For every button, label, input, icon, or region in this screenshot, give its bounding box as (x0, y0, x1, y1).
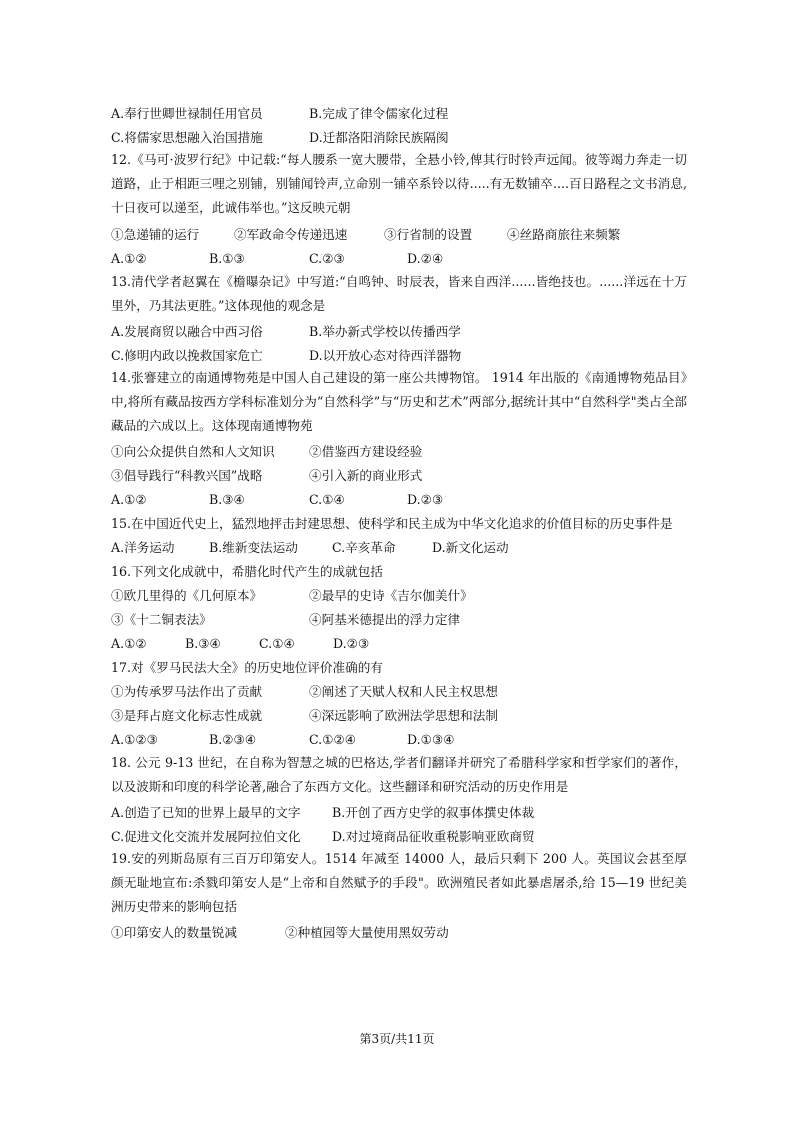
q13-option-a: A.发展商贸以融合中西习俗 (111, 324, 263, 339)
q13-option-c: C.修明内政以挽救国家危亡 (111, 348, 263, 363)
q12-item-3: ③行省制的设置 (384, 227, 473, 242)
q18-option-a: A.创造了已知的世界上最早的文字 (111, 805, 301, 820)
q12-item-1: ①急递铺的运行 (111, 227, 200, 242)
q15-options-row (111, 539, 711, 556)
q13-stem: 13.清代学者赵翼在《檐曝杂记》中写道:“自鸣钟、时辰表，皆来自西洋......皆绝技也。......洋远在十万里外，乃其法更胜。”这体现他的观念是 (111, 274, 687, 313)
q17-items-row-2 (111, 707, 711, 724)
q12-option-c: C.②③ (309, 251, 345, 266)
q14-item-4: ④引入新的商业形式 (309, 468, 423, 483)
q15-option-b: B.维新变法运动 (209, 540, 298, 555)
q11-option-c: C.将儒家思想融入治国措施 (111, 130, 263, 145)
q14-option-d: D.②③ (407, 492, 444, 507)
q12-options-row (111, 250, 711, 267)
q17-option-b: B.②③④ (209, 732, 257, 747)
q18-option-d: D.对过境商品征收重税影响亚欧商贸 (332, 829, 535, 844)
q13-option-b: B.举办新式学校以传播西学 (309, 324, 461, 339)
q18-options-row-1 (111, 804, 711, 821)
q13-options-row-2 (111, 347, 711, 364)
q11-options-row-1 (111, 105, 711, 122)
q17-item-4: ④深远影响了欧洲法学思想和法制 (309, 708, 498, 723)
q19-stem: 19.安的列斯岛原有三百万印第安人。1514 年减至 14000 人，最后只剩下 200 人。英国议会甚至厚颜无耻地宣布:杀戮印第安人是“上帝和自然赋予的手段"。欧洲殖民者如此暴虐屠杀,给 15—19 世纪美洲历史带来的影响包括 (111, 851, 687, 914)
q16-option-b: B.③④ (185, 636, 221, 651)
q16-options-row (111, 635, 711, 652)
q18-option-b: B.开创了西方史学的叙事体撰史体裁 (332, 805, 535, 820)
q11-option-a: A.奉行世卿世禄制任用官员 (111, 106, 263, 121)
q12-items-row (111, 226, 711, 243)
q14-stem: 14.张謇建立的南通博物苑是中国人自己建设的第一座公共博物馆。 1914 年出版的《南通博物苑品目》中,将所有藏品按西方学科标准划分为“自然科学”与“历史和艺术”两部分,据统计其中“自然科学"类占全部藏品的六成以上。这体现南通博物苑 (111, 370, 687, 433)
q17-options-row (111, 731, 711, 748)
q11-option-d: D.迁都洛阳消除民族隔阂 (309, 130, 449, 145)
q16-option-c: C.①④ (259, 636, 295, 651)
q19-item-2: ②种植园等大量使用黑奴劳动 (285, 925, 449, 940)
q12-option-b: B.①③ (209, 251, 245, 266)
q14-options-row (111, 491, 711, 508)
q19-items-row (111, 924, 711, 941)
page-number-footer: 第3页/共11页 (359, 1032, 435, 1046)
q16-item-1: ①欧几里得的《几何原本》 (111, 588, 263, 603)
q14-option-b: B.③④ (209, 492, 245, 507)
q12-stem: 12.《马可·波罗行纪》中记载:“每人腰系一宽大腰带，全悬小铃,俾其行时铃声远闻。彼等竭力奔走一切道路，止于相距三哩之别铺，别铺闻铃声,立命别一铺卒系铃以待.....有无数铺卒....百日路程之文书消息,十日夜可以递至，此诚伟举也。”这反映元朝 (111, 152, 687, 215)
q17-items-row-1 (111, 683, 711, 700)
q16-option-d: D.②③ (333, 636, 370, 651)
q15-stem: 15.在中国近代史上，猛烈地抨击封建思想、使科学和民主成为中华文化追求的价值目标的历史事件是 (111, 516, 673, 531)
q12-item-4: ④丝路商旅往来频繁 (507, 227, 621, 242)
q16-stem: 16.下列文化成就中，希腊化时代产生的成就包括 (111, 564, 383, 579)
q19-item-1: ①印第安人的数量锐减 (111, 925, 237, 940)
q17-item-1: ①为传承罗马法作出了贡献 (111, 684, 263, 699)
q17-option-a: A.①②③ (111, 732, 158, 747)
q14-option-a: A.①② (111, 492, 147, 507)
q14-items-row-1 (111, 443, 711, 460)
q15-option-c: C.辛亥革命 (332, 540, 396, 555)
q18-option-c: C.促进文化交流并发展阿拉伯文化 (111, 829, 301, 844)
q18-options-row-2 (111, 828, 711, 845)
q14-item-1: ①向公众提供自然和人文知识 (111, 444, 275, 459)
q16-items-row-2 (111, 611, 711, 628)
q14-item-3: ③倡导践行“科教兴国”战略 (111, 468, 263, 483)
q12-option-a: A.①② (111, 251, 147, 266)
q11-options-row-2 (111, 129, 711, 146)
q12-option-d: D.②④ (407, 251, 444, 266)
q16-items-row-1 (111, 587, 711, 604)
q11-option-b: B.完成了律令儒家化过程 (309, 106, 449, 121)
q13-options-row-1 (111, 323, 711, 340)
q17-stem: 17.对《罗马民法大全》的历史地位评价准确的有 (111, 660, 383, 675)
q14-item-2: ②借鉴西方建设经验 (309, 444, 423, 459)
q16-item-2: ②最早的史诗《吉尔伽美什》 (309, 588, 473, 603)
q16-option-a: A.①② (111, 636, 147, 651)
q13-option-d: D.以开放心态对待西洋器物 (309, 348, 462, 363)
q18-stem: 18. 公元 9-13 世纪，在自称为智慧之城的巴格达,学者们翻译并研究了希腊科学家和哲学家们的著作，以及波斯和印度的科学论著,融合了东西方文化。这些翻译和研究活动的历史作用是 (111, 755, 687, 794)
q12-item-2: ②军政命令传递迅速 (234, 227, 348, 242)
q16-item-4: ④阿基米德提出的浮力定律 (309, 612, 461, 627)
q17-option-d: D.①③④ (407, 732, 455, 747)
q16-item-3: ③《十二铜表法》 (111, 612, 212, 627)
q17-item-3: ③是拜占庭文化标志性成就 (111, 708, 263, 723)
q17-item-2: ②阐述了天赋人权和人民主权思想 (309, 684, 498, 699)
q17-option-c: C.①②④ (309, 732, 357, 747)
q14-option-c: C.①④ (309, 492, 345, 507)
q15-option-d: D.新文化运动 (432, 540, 509, 555)
q15-option-a: A.洋务运动 (111, 540, 175, 555)
q14-items-row-2 (111, 467, 711, 484)
